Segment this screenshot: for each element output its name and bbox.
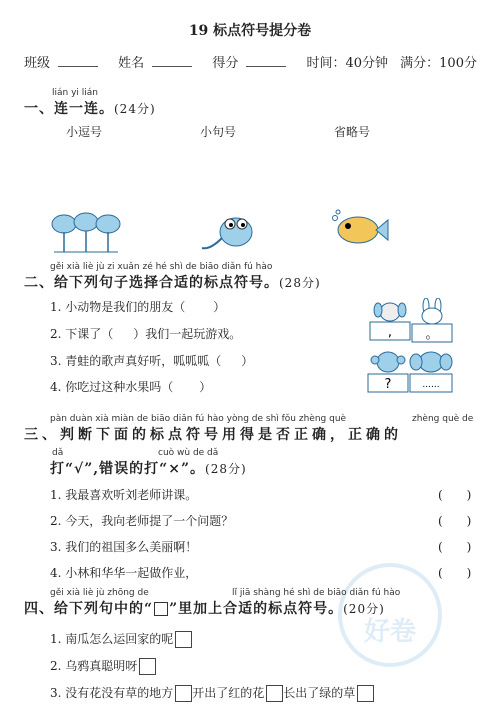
s4-answer-box-2[interactable] [139,658,156,675]
s1-label-period: 小句号 [200,125,237,139]
svg-text:好卷: 好卷 [363,617,417,647]
rabbit-sign-image[interactable] [408,298,456,344]
s4-answer-box-3b[interactable] [266,685,283,702]
s3-answer-2[interactable]: ( ) [438,514,472,528]
s3-heading-2: 打“√”,错误的打“×”。(28分) [50,461,247,477]
s3-pinyin-4: cuò wù de dǎ [158,448,219,458]
sign-period: 。 [425,327,439,342]
time-info: 时间：40分钟 [306,56,389,71]
s2-item-3: 3. 青蛙的歌声真好听，呱呱呱（ ） [50,354,254,368]
s4-answer-box-1[interactable] [175,631,192,648]
s4-item-1: 1. 南瓜怎么运回家的呢 [50,630,192,648]
s3-item-3: 3. 我们的祖国多么美丽啊！ [50,540,198,554]
monkey-sign-image[interactable] [364,348,412,394]
s1-label-comma: 小逗号 [66,125,103,139]
class-blank[interactable] [58,54,98,67]
class-label: 班级 [24,56,106,71]
elephant-sign-image[interactable] [406,348,456,394]
s4-pinyin-1: gěi xià liè jù zhōng de [50,588,149,598]
name-blank[interactable] [152,54,192,67]
s2-pinyin: gěi xià liè jù zi xuǎn zé hé shì de biāo diǎn fú hào [50,262,273,272]
s3-pinyin-3: dǎ [52,448,64,458]
score-blank[interactable] [246,54,286,67]
s4-answer-box-3c[interactable] [357,685,374,702]
s1-label-ellipsis: 省略号 [334,125,371,139]
s3-item-2: 2. 今天，我向老师提了一个问题？ [50,514,234,528]
page-title: 19 标点符号提分卷 [188,23,312,39]
s4-heading: 四、给下列句中的“ ”里加上合适的标点符号。(20分) [24,601,385,617]
s2-item-1: 1. 小动物是我们的朋友（ ） [50,300,226,314]
full-score-info: 满分：100分 [400,56,477,71]
s4-item-3: 3. 没有花没有草的地方 开出了红的花 长出了绿的草 [50,684,374,702]
s4-answer-box-3a[interactable] [175,685,192,702]
sign-comma: , [387,325,393,340]
dog-sign-image[interactable] [366,300,414,344]
s1-pinyin: lián yi lián [52,88,98,98]
score-label: 得分 [212,56,294,71]
sign-question: ? [384,377,392,392]
s3-heading-1: 三、判断下面的标点符号用得是否正确，正确的 [24,427,402,443]
s2-heading: 二、给下列句子选择合适的标点符号。(28分) [24,275,321,291]
s2-item-4: 4. 你吃过这种水果吗（ ） [50,380,212,394]
s3-pinyin-2: zhèng què de [412,414,474,424]
s3-answer-1[interactable]: ( ) [438,488,472,502]
s3-answer-3[interactable]: ( ) [438,540,472,554]
s4-pinyin-2: lǐ jiā shàng hé shì de biāo diǎn fú hào [232,588,401,598]
s3-pinyin-1: pàn duàn xià miàn de biāo diǎn fú hào yòng de shì fǒu zhèng què [50,414,347,424]
s3-answer-4[interactable]: ( ) [438,566,472,580]
lotus-leaves-image[interactable] [50,212,122,254]
s1-heading: 一、连一连。(24分) [24,101,156,117]
tadpole-image[interactable] [200,208,256,256]
sign-ellipsis: ...... [422,380,440,390]
info-line [24,52,485,71]
s3-item-4: 4. 小林和华华一起做作业， [50,566,198,580]
heading-box [154,602,168,616]
fish-image[interactable] [330,208,390,252]
s2-item-2: 2. 下课了（ ）我们一起玩游戏。 [50,327,242,341]
s4-item-2: 2. 乌鸦真聪明呀 [50,657,156,675]
name-label: 姓名 [118,56,200,71]
s3-item-1: 1. 我最喜欢听刘老师讲课。 [50,488,198,502]
